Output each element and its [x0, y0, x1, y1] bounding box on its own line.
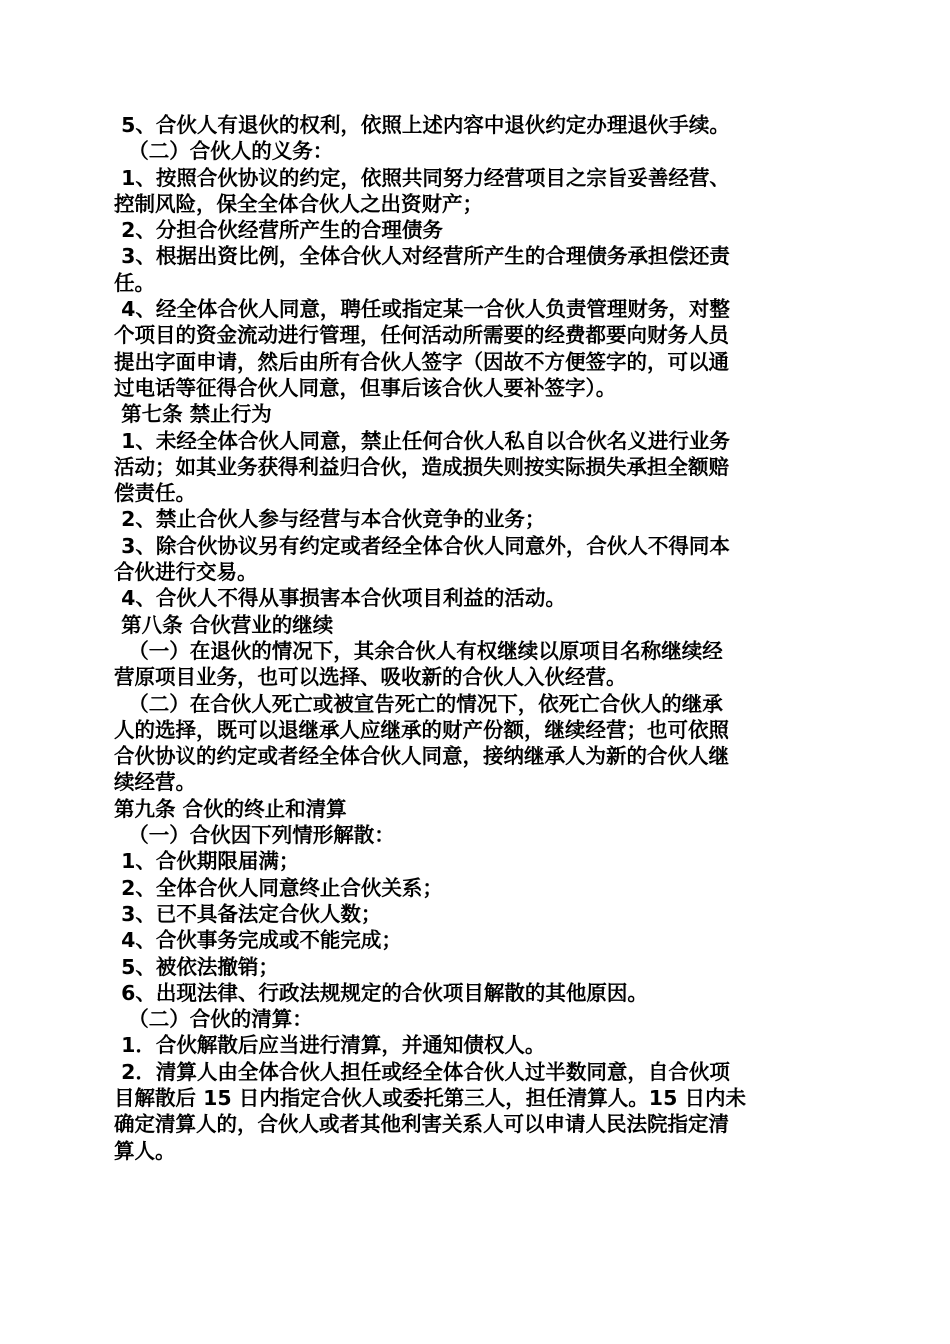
text-line: 5、被依法撤销；	[114, 954, 279, 979]
text-line: 偿责任。	[114, 481, 196, 506]
text-line: 合伙进行交易。	[114, 560, 258, 585]
text-line: 4、合伙事务完成或不能完成；	[114, 928, 402, 953]
text-line: 4、合伙人不得从事损害本合伙项目利益的活动。	[114, 586, 566, 611]
text-line: 目解散后 15 日内指定合伙人或委托第三人，担任清算人。15 日内未	[114, 1085, 746, 1110]
text-line: 3、已不具备法定合伙人数；	[114, 901, 382, 926]
text-line: 1、未经全体合伙人同意，禁止任何合伙人私自以合伙名义进行业务	[114, 428, 730, 453]
section-heading: （一）合伙因下列情形解散：	[114, 823, 395, 848]
text-line: 确定清算人的，合伙人或者其他利害关系人可以申请人民法院指定清	[114, 1112, 729, 1137]
section-heading: （二）合伙人的义务：	[114, 139, 334, 164]
text-line: 2．清算人由全体合伙人担任或经全体合伙人过半数同意，自合伙项	[114, 1059, 730, 1084]
text-line: 4、经全体合伙人同意，聘任或指定某一合伙人负责管理财务，对整	[114, 297, 730, 322]
text-line: （二）在合伙人死亡或被宣告死亡的情况下，依死亡合伙人的继承	[114, 691, 723, 716]
text-line: 1、合伙期限届满；	[114, 849, 300, 874]
text-line: 3、根据出资比例，全体合伙人对经营所产生的合理债务承担偿还责	[114, 244, 730, 269]
text-line: 过电话等征得合伙人同意，但事后该合伙人要补签字）。	[114, 375, 617, 400]
article-heading: 第九条 合伙的终止和清算	[114, 796, 347, 821]
text-line: 2、分担合伙经营所产生的合理债务	[114, 218, 443, 243]
text-line: 活动；如其业务获得利益归合伙，造成损失则按实际损失承担全额赔	[114, 454, 729, 479]
text-line: 6、出现法律、行政法规规定的合伙项目解散的其他原因。	[114, 980, 648, 1005]
text-line: 1．合伙解散后应当进行清算，并通知债权人。	[114, 1033, 546, 1058]
text-line: 2、全体合伙人同意终止合伙关系；	[114, 875, 443, 900]
text-line: 续经营。	[114, 770, 196, 795]
text-line: 提出字面申请，然后由所有合伙人签字（因故不方便签字的，可以通	[114, 349, 729, 374]
text-line: 个项目的资金流动进行管理，任何活动所需要的经费都要向财务人员	[114, 323, 729, 348]
text-line: 合伙协议的约定或者经全体合伙人同意，接纳继承人为新的合伙人继	[114, 744, 729, 769]
text-line: 5、合伙人有退伙的权利，依照上述内容中退伙约定办理退伙手续。	[114, 113, 730, 137]
text-line: 算人。	[114, 1138, 176, 1163]
text-line: 任。	[114, 270, 155, 295]
document-body	[114, 112, 836, 1164]
text-line: （一）在退伙的情况下，其余合伙人有权继续以原项目名称继续经	[114, 638, 723, 663]
text-line: 营原项目业务，也可以选择、吸收新的合伙人入伙经营。	[114, 665, 627, 690]
article-heading: 第七条 禁止行为	[114, 402, 272, 427]
text-line: 人的选择，既可以退继承人应继承的财产份额，继续经营；也可依照	[114, 717, 729, 742]
section-heading: （二）合伙的清算：	[114, 1007, 313, 1032]
text-line: 2、禁止合伙人参与经营与本合伙竞争的业务；	[114, 507, 546, 532]
article-heading: 第八条 合伙营业的继续	[114, 612, 334, 637]
text-line: 控制风险，保全全体合伙人之出资财产；	[114, 191, 483, 216]
text-line: 1、按照合伙协议的约定，依照共同努力经营项目之宗旨妥善经营、	[114, 165, 730, 190]
text-line: 3、除合伙协议另有约定或者经全体合伙人同意外，合伙人不得同本	[114, 533, 730, 558]
